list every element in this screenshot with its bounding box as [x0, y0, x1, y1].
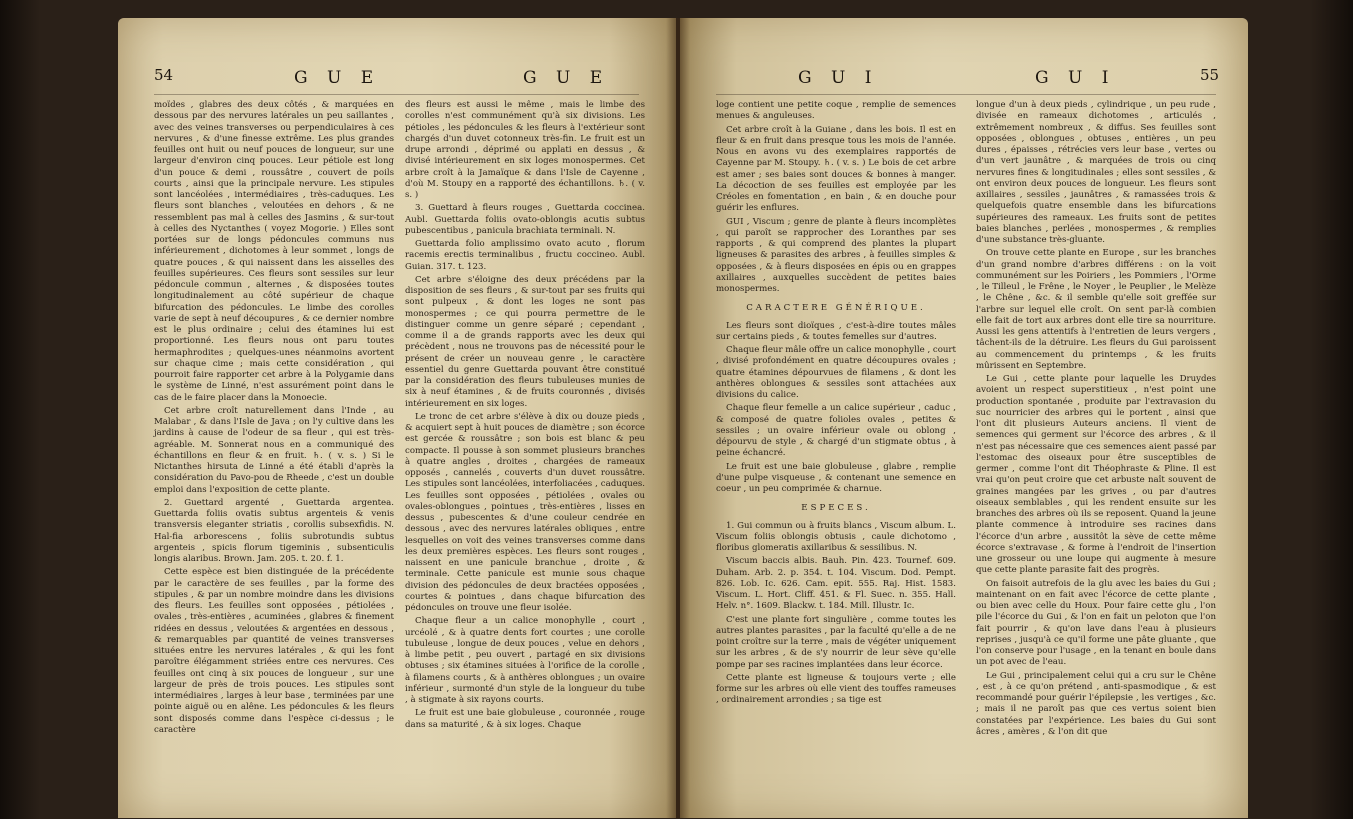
paragraph: GUI , Viscum ; genre de plante à fleurs incomplètes , qui paroît se rapprocher des Loranthes par ses rapports , & qui comprend des plantes la plupart ligneuses & parasites des arbres , à feuilles simples & opposées , & à fleurs disposées en épis ou en grappes axillaires , auxquelles succèdent de petites baies monospermes. [716, 216, 956, 294]
paragraph: Chaque fleur a un calice monophylle , court , urcéolé , & à quatre dents fort courtes ; une corolle tubuleuse , longue de deux pouces , velue en dehors , à limbe petit , peu ouvert , partagé en six divisions obtuses ; six étamines situées à l'orifice de la corolle , à filamens courts , & à anthères oblongues ; un ovaire inférieur , surmonté d'un style de la longueur du tube , à stigmate à six rayons courts. [405, 616, 645, 705]
page-number: 54 [154, 66, 174, 84]
page-number: 55 [1200, 66, 1220, 84]
paragraph: Cette plante est ligneuse & toujours verte ; elle forme sur les arbres où elle vient des touffes rameuses , ordinairement arrondies ; sa tige est [716, 672, 956, 706]
paragraph: Cette espèce est bien distinguée de la précédente par le caractère de ses feuilles , par la forme des stipules , & par un nombre moindre dans les divisions des fleurs. Les feuilles sont opposées , pétiolées , ovales , très-entières , acuminées , glabres & finement ridées en dessus , veloutées & argentées en dessous , & remarquables par quantité de veines transverses situées entre les nervures latérales , & qui les font paroître élégamment striées entre ces nervures. Ces feuilles ont cinq à six pouces de longueur , sur une largeur de près de trois pouces. Les stipules sont intermédiaires , larges à leur base , terminées par une pointe aiguë ou en alêne. Les pédoncules & les fleurs sont disposés comme dans l'espèce ci-dessus ; le caractère [154, 567, 394, 735]
text-column-2 [405, 100, 645, 733]
running-head: G U E [294, 68, 381, 88]
header-rule [154, 94, 639, 95]
text-column-1 [154, 100, 394, 738]
paragraph: des fleurs est aussi le même , mais le limbe des corolles n'est communément qu'à six divisions. Les pétioles , les pédoncules & les fleurs à l'extérieur sont chargés d'un duvet cotonneux très-fin. Le fruit est un drupe arrondi , déprimé ou applati en dessus , & divisé intérieurement en six loges monospermes. Cet arbre croît à la Jamaïque & dans l'Isle de Cayenne , d'où M. Stoupy en a rapporté des échantillons. ♄. ( v. s. ) [405, 100, 645, 200]
open-book [118, 18, 1248, 818]
paragraph: 2. Guettard argenté , Guettarda argentea. Guettarda foliis ovatis subtus argenteis & venis transversis eleganter striatis , corollis subsexfidis. N. Hal-fia arborescens , foliis subrotundis subtus argenteis , spicis florum tigeminis , subsenticulis longis alaribus. Brown. Jam. 205. t. 20. f. 1. [154, 497, 394, 564]
running-head: G U I [1035, 68, 1116, 88]
paragraph: Les fleurs sont dioïques , c'est-à-dire toutes mâles sur certains pieds , & toutes femelles sur d'autres. [716, 320, 956, 342]
paragraph: Le tronc de cet arbre s'élève à dix ou douze pieds , & acquiert sept à huit pouces de diamètre ; son écorce est gercée & roussâtre ; son bois est blanc & peu compacte. Il pousse à son sommet plusieurs branches à quatre angles , droites , chargées de rameaux opposés , cannelés , couverts d'un duvet roussâtre. Les stipules sont lancéolées, interfoliacées , caduques. Les feuilles sont opposées , pétiolées , ovales ou ovales-oblongues , pointues , très-entières , lisses en dessus , pubescentes & d'une couleur cendrée en dessous , avec des nervures latérales obliques , entre lesquelles on voit des veines transverses comme dans les deux premières espèces. Les fleurs sont rouges , naissent en une panicule branchue , droite , & terminale. Cette panicule est munie sous chaque division des pédoncules de deux bractées opposées , courtes & pointues , dans chaque bifurcation des pédoncules on trouve une fleur isolée. [405, 411, 645, 613]
paragraph: Cet arbre croît naturellement dans l'Inde , au Malabar , & dans l'Isle de Java ; on l'y cultive dans les jardins à cause de l'odeur de sa fleur , qui est très-agréable. M. Sonnerat nous en a communiqué des échantillons en fleur & en fruit. ♄. ( v. s. ) Si le Nictanthes hirsuta de Linné a été établi d'après la considération du Pavo-pou de Rheede , c'est un double emploi dans l'exposition de cette plante. [154, 405, 394, 495]
paragraph: Chaque fleur mâle offre un calice monophylle , court , divisé profondément en quatre découpures ovales ; quatre étamines dépourvues de filamens , & dont les anthères oblongues & sessiles sont attachées aux divisions du calice. [716, 345, 956, 400]
paragraph: On trouve cette plante en Europe , sur les branches d'un grand nombre d'arbres différens : on la voit communément sur les Poiriers , les Pommiers , l'Orme , le Tilleul , le Frêne , le Noyer , le Peuplier , le Melèze , le Chêne , &c. & il semble qu'elle soit greffée sur l'arbre sur lequel elle croît. On sent par-là combien elle fait de tort aux arbres dont elle tire sa nourriture. Aussi les gens attentifs à l'entretien de leurs vergers , tâchent-ils de la détruire. Les fleurs du Gui paroissent au commencement du printemps , & les fruits mûrissent en Septembre. [976, 248, 1216, 371]
header-rule [716, 94, 1216, 95]
paragraph: Le Gui , cette plante pour laquelle les Druydes avoient un respect superstitieux , n'est point une production spontanée , produite par l'extravasion du suc nourricier des arbres qui le portent , ainsi que l'ont dit plusieurs Auteurs anciens. Il vient de semences qui germent sur l'écorce des arbres , & il n'est pas nécessaire que ces semences aient passé par l'estomac des oiseaux pour être susceptibles de germer , comme l'ont dit Théophraste & Pline. Il est vrai qu'on peut croire que cet arbuste naît souvent de graines mangées par les grives , ou par d'autres oiseaux semblables , qui les rendent ensuite sur les branches des arbres où ils se reposent. Quand la jeune plante commence à introduire ses racines dans l'écorce d'un arbre , aussitôt la sève de cette même écorce s'extravase , & forme à l'endroit de l'insertion une grosseur ou une loupe qui augmente à mesure que cette plante parasite fait des progrès. [976, 374, 1216, 576]
text-column-2 [976, 100, 1216, 740]
paragraph: Chaque fleur femelle a un calice supérieur , caduc , & composé de quatre folioles ovales , petites & sessiles ; un ovaire inférieur ovale ou oblong , dépourvu de style , & chargé d'un stigmate obtus , à peine échancré. [716, 403, 956, 459]
paragraph: C'est une plante fort singulière , comme toutes les autres plantes parasites , par la faculté qu'elle a de ne point croître sur la terre , mais de végéter uniquement sur les arbres , & de s'y nourrir de leur sève qu'elle pompe par ses racines implantées dans leur écorce. [716, 614, 956, 670]
paragraph: longue d'un à deux pieds , cylindrique , un peu rude , divisée en rameaux dichotomes , articulés , extrêmement nombreux , & diffus. Ses feuilles sont opposées , oblongues , obtuses , entières , un peu dures , épaisses , rétrécies vers leur base , vertes ou d'un vert jaunâtre , & marquées de trois ou cinq nervures fines & longitudinales ; elles sont sessiles , & ont environ deux pouces de longueur. Les fleurs sont axillaires , sessiles , jaunâtres , & ramassées trois & quelquefois quatre ensemble dans les bifurcations supérieures des rameaux. Les fruits sont de petites baies blanches , perlées , monospermes , & remplies d'une substance très-gluante. [976, 100, 1216, 245]
running-head: G U I [798, 68, 879, 88]
paragraph: 1. Gui commun ou à fruits blancs , Viscum album. L. Viscum foliis oblongis obtusis , caule dichotomo , floribus glomeratis axillaribus & sessilibus. N. [716, 520, 956, 553]
paragraph: On faisoit autrefois de la glu avec les baies du Gui ; maintenant on en fait avec l'écorce de cette plante , ou bien avec celle du Houx. Pour faire cette glu , l'on pile l'écorce du Gui , & l'on en fait un peloton que l'on fait pourrir , & qu'on lave dans l'eau à plusieurs reprises , jusqu'à ce qu'il forme une pâte gluante , que l'on conserve pour l'usage , en la tenant en boule dans un pot avec de l'eau. [976, 578, 1216, 668]
paragraph: loge contient une petite coque , remplie de semences menues & anguleuses. [716, 100, 956, 122]
paragraph: Le fruit est une baie globuleuse , glabre , remplie d'une pulpe visqueuse , & contenant une semence en coeur , un peu comprimée & charnue. [716, 461, 956, 494]
paragraph: Cet arbre croît à la Guiane , dans les bois. Il est en fleur & en fruit dans presque tous les mois de l'année. Nous en avons vu des exemplaires rapportés de Cayenne par M. Stoupy. ♄. ( v. s. ) Le bois de cet arbre est amer ; ses baies sont douces & bonnes à manger. La décoction de ses feuilles est employée par les Créoles en fomentation , en bain , & en douche pour guérir les enflures. [716, 124, 956, 214]
paragraph: Cet arbre s'éloigne des deux précédens par la disposition de ses fleurs , & sur-tout par ses fruits qui sont pulpeux , & dont les loges ne sont pas monospermes ; ce qui pourra permettre de le distinguer comme un genre séparé ; cependant , comme il a de grands rapports avec les deux qui précèdent , nous ne trouvons pas de nécessité pour le présent de créer un nouveau genre , le caractère essentiel du genre Guettarda pouvant être constitué par la considération des fleurs tubuleuses munies de six à neuf étamines , & de fruits couronnés , divisés intérieurement en six loges. [405, 274, 645, 409]
paragraph: Le fruit est une baie globuleuse , couronnée , rouge dans sa maturité , & à six loges. Chaque [405, 708, 645, 730]
right-page [680, 18, 1248, 818]
running-head: G U E [523, 68, 610, 88]
paragraph: Guettarda folio amplissimo ovato acuto , florum racemis erectis terminalibus , fructu coccineo. Aubl. Guian. 317. t. 123. [405, 239, 645, 272]
left-page [118, 18, 676, 818]
left-page-header [118, 68, 676, 90]
section-heading: ESPECES. [801, 503, 871, 514]
right-page-header [680, 68, 1248, 90]
section-heading: CARACTERE GÉNÉRIQUE. [746, 303, 926, 314]
paragraph: 3. Guettard à fleurs rouges , Guettarda coccinea. Aubl. Guettarda foliis ovato-oblongis acutis subtus pubescentibus , panicula brachiata terminali. N. [405, 203, 645, 236]
text-column-1 [716, 100, 956, 709]
paragraph: Viscum baccis albis. Bauh. Pin. 423. Tournef. 609. Duham. Arb. 2. p. 354. t. 104. Viscum. Dod. Pempt. 826. Lob. Ic. 626. Cam. epit. 555. Raj. Hist. 1583. Viscum. L. Hort. Cliff. 451. & Fl. Suec. n. 355. Hall. Helv. n°. 1609. Blackw. t. 184. Mill. Illustr. Ic. [716, 556, 956, 612]
book-gutter [666, 18, 690, 818]
paragraph: moïdes , glabres des deux côtés , & marquées en dessous par des nervures latérales un peu saillantes , avec des veines transverses ou perpendiculaires à ces nervures , & d'une finesse extrême. Les plus grandes feuilles ont huit ou neuf pouces de longueur, sur une largeur d'environ cinq pouces. Leur pétiole est long d'un pouce & demi , roussâtre , couvert de poils courts , ainsi que la principale nervure. Les stipules sont lancéolées , intermédiaires , très-caduques. Les fleurs sont blanches , veloutées en dehors , & ne ressemblent pas mal à celles des Jasmins , & sur-tout à celles des Nyctanthes ( voyez Mogorie. ) Elles sont portées sur de longs pédoncules communs nus inférieurement , dichotomes à leur sommet , longs de quatre pouces , & qui naissent dans les aisselles des feuilles supérieures. Ces fleurs sont sessiles sur leur pédoncule commun , alternes , & disposées toutes longitudinalement au côté supérieur de chaque bifurcation des pédoncules. Le limbe des corolles varie de sept à neuf découpures , & ce dernier nombre est le plus ordinaire ; celui des étamines lui est proportionné. Les fleurs nous ont paru toutes hermaphrodites ; quelques-unes néanmoins avortent sur chaque cime ; mais cette considération , qui pourroit faire rapporter cet arbre à la Polygamie dans le système de Linné, n'est assurément point dans le cas de le faire placer dans la Monoecie. [154, 100, 394, 403]
paragraph: Le Gui , principalement celui qui a cru sur le Chêne , est , à ce qu'on prétend , anti-spasmodique , & est recommandé pour guérir l'épilepsie , les vertiges , &c. ; mais il ne paroît pas que ces vertus soient bien constatées par l'expérience. Les baies du Gui sont âcres , amères , & l'on dit que [976, 670, 1216, 737]
